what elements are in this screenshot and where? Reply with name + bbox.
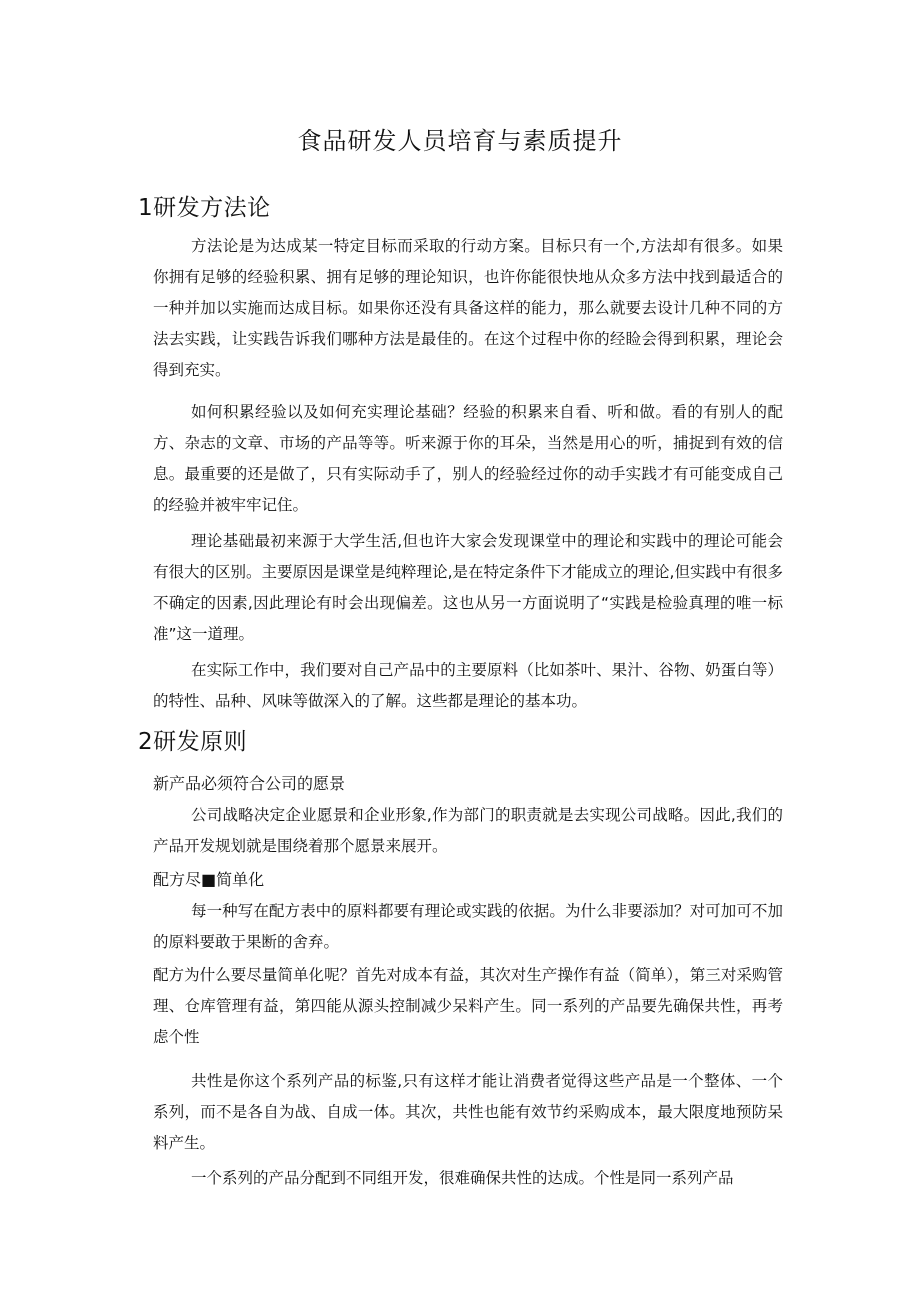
- section-1-paragraph-1: 方法论是为达成某一特定目标而采取的行动方案。目标只有一个,方法却有很多。如果你拥有足够的经验积累、拥有足够的理论知识，也许你能很快地从众多方法中找到最适合的一种并加以实施而达成目标。如果你还没有具备这样的能力，那么就要去设计几种不同的方法去实践，让实践告诉我们哪种方法是最佳的。在这个过程中你的经睑会得到积累，理论会得到充实。: [153, 237, 783, 379]
- document-title: 食品研发人员培育与素质提升: [297, 127, 623, 155]
- section-2-paragraph-3: 配方为什么要尽量简单化呢？首先对成本有益，其次对生产操作有益（简单），第三对采购管理、仓库管理有益，第四能从源头控制减少呆料产生。同一系列的产品要先确保共性，再考虑个性: [153, 966, 783, 1046]
- section-1-paragraph-4: 在实际工作中，我们要对自己产品中的主要原料（比如茶叶、果汁、谷物、奶蛋白等）的特性、品种、风味等做深入的了解。这些都是理论的基本功。: [153, 661, 783, 710]
- section-1-paragraph-3: 理论基础最初来源于大学生活,但也许大家会发现课堂中的理论和实践中的理论可能会有很大的区别。主要原因是课堂是纯粹理论,是在特定条件下才能成立的理论,但实践中有很多不确定的因素,因此理论有时会出现偏差。这也从另一方面说明了“实践是检验真理的唯一标准”这一道理。: [153, 532, 783, 643]
- section-2-paragraph-1: 公司战略决定企业愿景和企业形象,作为部门的职责就是去实现公司战略。因此,我们的产品开发规划就是围绕着那个愿景来展开。: [153, 806, 783, 855]
- subheading-company-vision: 新产品必须符合公司的愿景: [153, 774, 346, 793]
- section-2-paragraph-4: 共性是你这个系列产品的标鉴,只有这样才能让消费者觉得这些产品是一个整体、一个系列，而不是各自为战、自成一体。其次，共性也能有效节约采购成本，最大限度地预防呆料产生。: [153, 1072, 783, 1152]
- section-2-heading: 2研发原则: [138, 729, 248, 755]
- section-2-paragraph-5: 一个系列的产品分配到不同组开发，很难确保共性的达成。个性是同一系列产品: [191, 1169, 734, 1187]
- subheading-simplify-formula: 配方尽■简单化: [153, 870, 265, 889]
- section-1-paragraph-2: 如何积累经验以及如何充实理论基础？经验的积累来自看、听和做。看的有别人的配方、杂志的文章、市场的产品等等。听来源于你的耳朵，当然是用心的听，捕捉到有效的信息。最重要的还是做了，只有实际动手了，别人的经验经过你的动手实践才有可能变成自己的经验并被牢牢记住。: [153, 403, 783, 514]
- section-1-heading: 1研发方法论: [138, 195, 271, 221]
- section-2-paragraph-2: 每一种写在配方表中的原料都要有理论或实践的依据。为什么非要添加？对可加可不加的原料要敢于果断的舍弃。: [153, 902, 783, 951]
